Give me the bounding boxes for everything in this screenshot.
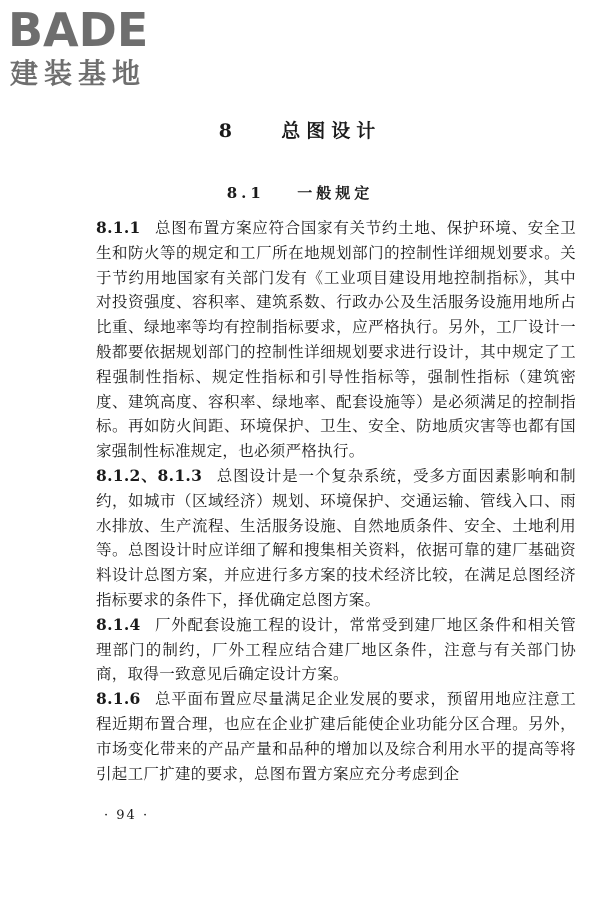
section-title [0, 182, 600, 203]
chapter-title-text: 总图设计 [281, 120, 382, 142]
clause-number: 8.1.4 [96, 614, 141, 634]
clause-text: 厂外配套设施工程的设计，常常受到建厂地区条件和相关管理部门的制约，厂外工程应结合建厂地区条件，注意与有关部门协商，取得一致意见后确定设计方案。 [96, 615, 576, 684]
clause-text: 总图布置方案应符合国家有关节约土地、保护环境、安全卫生和防火等的规定和工厂所在地规划部门的控制性详细规划要求。关于节约用地国家有关部门发有《工业项目建设用地控制指标》，其中对投资强度、容积率、建筑系数、行政办公及生活服务设施用地所占比重、绿地率等均有控制指标要求，应严格执行。另外，工厂设计一般都要依据规划部门的控制性详细规划要求进行设计，其中规定了工程强制性指标、规定性指标和引导性指标等，强制性指标（建筑密度、建筑高度、容积率、绿地率、配套设施等）是必须满足的控制指标。再如防火间距、环境保护、卫生、安全、防地质灾害等也都有国家强制性标准规定，也必须严格执行。 [96, 219, 576, 461]
section-number: 8.1 [226, 184, 265, 202]
chapter-number: 8 [218, 120, 238, 142]
clause-text: 总平面布置应尽量满足企业发展的要求，预留用地应注意工程近期布置合理，也应在企业扩建后能使企业功能分区合理。另外，市场变化带来的产品产量和品种的增加以及综合利用水平的提高等将引起工厂扩建的要求，总图布置方案应充分考虑到企 [96, 690, 576, 783]
body-text [96, 216, 576, 786]
clause-number: 8.1.2、8.1.3 [96, 465, 203, 485]
clause-8-1-1 [96, 216, 576, 464]
clause-8-1-4 [96, 613, 576, 687]
watermark-brand-text: BADE [8, 3, 149, 57]
section-title-text: 一般规定 [297, 184, 374, 202]
bade-watermark-logo [8, 3, 178, 92]
clause-number: 8.1.1 [96, 218, 141, 237]
clause-8-1-6 [96, 687, 576, 786]
clause-text: 总图设计是一个复杂系统，受多方面因素影响和制约，如城市（区域经济）规划、环境保护、交通运输、管线入口、雨水排放、生产流程、生活服务设施、自然地质条件、安全、土地利用等。总图设计时应详细了解和搜集相关资料，依据可靠的建厂基础资料设计总图方案，并应进行多方案的技术经济比较，在满足总图经济指标要求的条件下，择优确定总图方案。 [96, 466, 576, 609]
clause-8-1-2-3 [96, 464, 576, 613]
clause-number: 8.1.6 [96, 689, 141, 709]
chapter-title [0, 116, 600, 143]
watermark-subtitle-text: 建装基地 [10, 57, 147, 90]
page-number: · 94 · [104, 808, 150, 823]
